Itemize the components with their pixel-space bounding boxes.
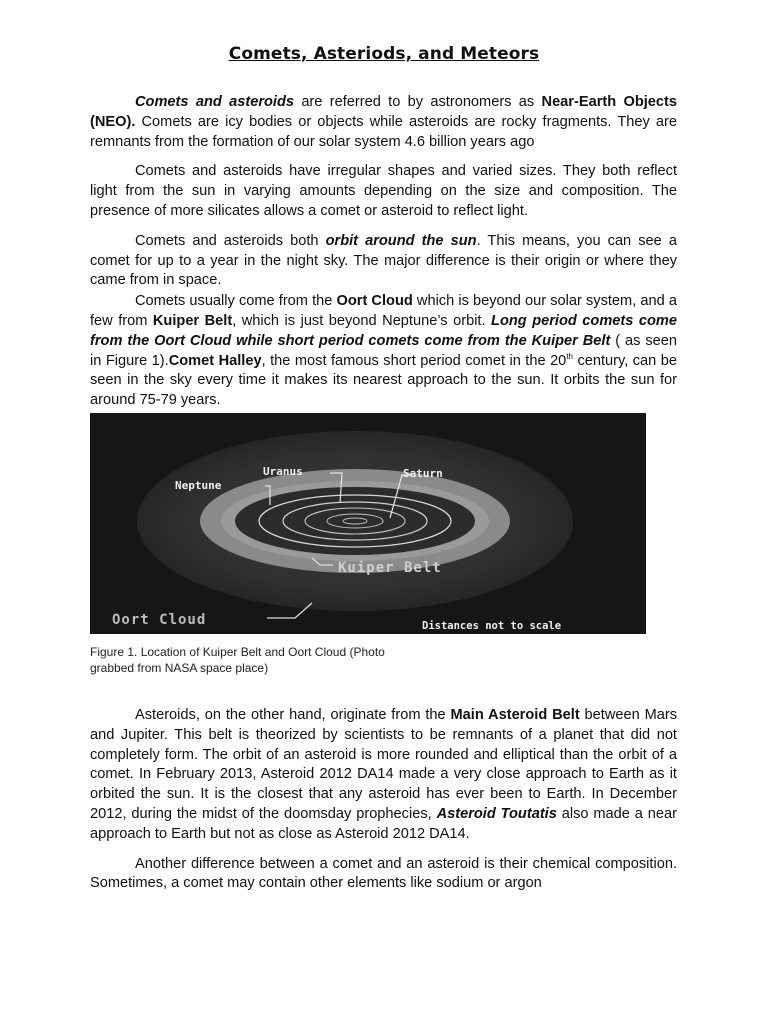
text-span: which is beyond our solar system, and a few from [90, 293, 677, 329]
text-span: century, can be seen in the sky every time it makes its nearest approach to the sun. It orbits the sun for around 75-79 years. [90, 352, 677, 409]
document-title: Comets, Asteriods, and Meteors [228, 44, 540, 64]
text-neo: Near-Earth Objects (NEO). [90, 94, 677, 130]
text-span: Comets are icy bodies or objects while asteroids are rocky fragments. They are remnants from the formation of our solar system 4.6 billion years ago [90, 113, 677, 150]
text-oort-cloud: Oort Cloud [336, 293, 413, 310]
text-span: also made a near approach to Earth but not as close as Asteroid 2012 DA14. [90, 805, 677, 842]
text-span: Comets usually come from the [135, 293, 337, 310]
uranus-label: Uranus [263, 465, 303, 478]
kuiper-belt-label: Kuiper Belt [338, 560, 442, 576]
text-comet-halley: Comet Halley [168, 352, 262, 369]
text-superscript: th [566, 351, 573, 361]
inner-solar-system [235, 487, 475, 555]
scale-note-label: Distances not to scale [422, 620, 562, 632]
text-span: Asteroids, on the other hand, originate from the [135, 707, 451, 723]
text-span: , which is just beyond Neptune’s orbit. [232, 312, 492, 329]
body-upper [90, 93, 677, 411]
text-span: . This means, you can see a comet for up to a year in the night sky. The major difference is their origin or where they came from in space. [90, 232, 677, 289]
saturn-label: Saturn [403, 467, 443, 480]
text-span: between Mars and Jupiter. This belt is theorized by scientists to be remnants of a planet that did not completely form. The orbit of an asteroid is more rounded and elliptical than the orbit of a comet. In February 2013, Asteroid 2012 DA14 made a very close approach to Earth as it orbited the sun. It is the closest that any asteroid has ever been to Earth. In December 2012, during the midst of the doomsday prophecies, [90, 707, 678, 822]
figure-caption: Figure 1. Location of Kuiper Belt and Oort Cloud (Photo grabbed from NASA space place) [90, 645, 385, 675]
neptune-label: Neptune [175, 479, 222, 492]
text-comets-and-asteroids: Comets and asteroids [135, 94, 294, 110]
text-span: Another difference between a comet and an asteroid is their chemical composition. Sometimes, a comet may contain other elements like sodium or argon [90, 855, 677, 892]
paragraph-shapes [90, 162, 677, 221]
text-main-asteroid-belt: Main Asteroid Belt [450, 707, 580, 723]
text-kuiper-belt: Kuiper Belt [152, 312, 233, 329]
figure-kuiper-oort-image [90, 413, 646, 634]
text-span: , the most famous short period comet in the 20 [261, 352, 567, 369]
paragraph-asteroid-belt [90, 706, 677, 845]
text-span: are referred to by astronomers as [294, 94, 542, 110]
text-span: Comets and asteroids both [135, 232, 326, 249]
paragraph-orbit [90, 232, 677, 291]
paragraph-neo [90, 93, 677, 152]
text-asteroid-toutatis: Asteroid Toutatis [436, 805, 557, 822]
paragraph-composition [90, 855, 677, 895]
text-orbit-around-the-sun: orbit around the sun [325, 232, 477, 249]
text-span: ( as seen in Figure 1). [90, 332, 677, 369]
paragraph-origin [90, 292, 677, 411]
solar-system-diagram [90, 413, 646, 634]
body-lower [90, 706, 677, 894]
text-span: Comets and asteroids have irregular shapes and varied sizes. They both reflect light from the sun in varying amounts depending on the size and composition. The presence of more silicates allows a comet or asteroid to reflect light. [90, 163, 677, 219]
oort-cloud-label: Oort Cloud [112, 612, 207, 628]
text-long-short-period: Long period comets come from the Oort Cloud while short period comets come from the Kuiper Belt [90, 312, 678, 349]
